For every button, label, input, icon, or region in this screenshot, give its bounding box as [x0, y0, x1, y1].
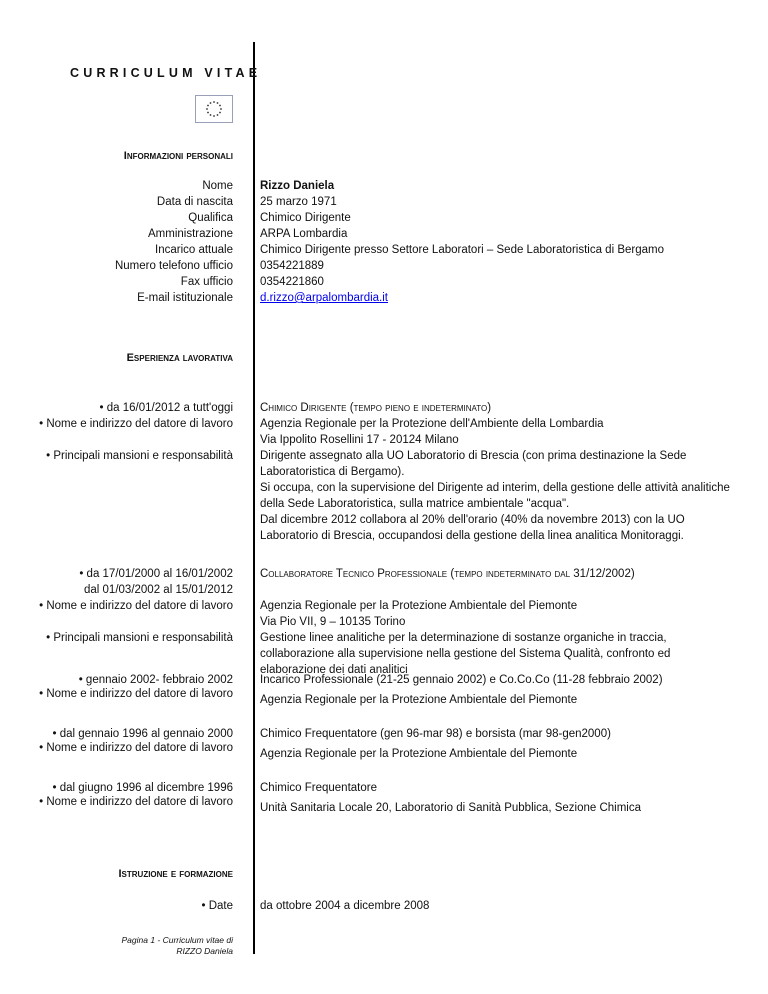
value-email	[260, 290, 730, 306]
value-fax: 0354221860	[260, 276, 324, 288]
label-amministrazione: Amministrazione	[148, 228, 233, 240]
exp2-role-date: 31/12/2002)	[573, 568, 635, 580]
exp1-employer: Agenzia Regionale per la Protezione dell'Ambiente della Lombardia	[260, 418, 604, 430]
value-phone: 0354221889	[260, 260, 324, 272]
label-birth: Data di nascita	[156, 196, 233, 208]
section-personal-info: Informazioni personali	[123, 150, 233, 162]
page-footer	[83, 935, 233, 957]
exp4-date: • dal gennaio 1996 al gennaio 2000	[52, 728, 233, 740]
value-birth: 25 marzo 1971	[260, 196, 337, 208]
value-incarico: Chimico Dirigente presso Settore Laboratori – Sede Laboratoristica di Bergamo	[260, 244, 664, 256]
exp1-duties-label: • Principali mansioni e responsabilità	[46, 450, 233, 462]
exp4-employer: Agenzia Regionale per la Protezione Ambientale del Piemonte	[260, 748, 578, 760]
exp1-duty-3: Dal dicembre 2012 collabora al 20% dell'orario (40% da novembre 2013) con la UO Laboratorio di Brescia, occupandosi della gestione della linea analitica Monitoraggi.	[260, 514, 685, 542]
label-name: Nome	[202, 180, 233, 192]
section-education: Istruzione e formazione	[118, 868, 233, 880]
exp2-role: Collaboratore Tecnico Professionale	[260, 568, 448, 580]
edu-date-label: • Date	[201, 900, 233, 912]
column-divider	[253, 42, 255, 954]
exp5-date: • dal giugno 1996 al dicembre 1996	[52, 782, 233, 794]
exp3-role: Incarico Professionale (21-25 gennaio 2002) e Co.Co.Co (11-28 febbraio 2002)	[260, 674, 663, 686]
eu-flag-logo	[195, 95, 233, 123]
exp1-date: • da 16/01/2012 a tutt'oggi	[99, 402, 233, 414]
label-phone: Numero telefono ufficio	[114, 260, 233, 272]
exp1-role-note: (tempo pieno e indeterminato)	[349, 402, 492, 414]
email-link[interactable]: d.rizzo@arpalombardia.it	[260, 292, 389, 304]
exp1-employer-label: • Nome e indirizzo del datore di lavoro	[39, 418, 233, 430]
label-qualifica: Qualifica	[188, 212, 233, 224]
exp2-duties-label: • Principali mansioni e responsabilità	[46, 632, 233, 644]
exp1-duties	[260, 448, 730, 544]
exp5-employer-label: • Nome e indirizzo del datore di lavoro	[39, 796, 233, 808]
exp4-role: Chimico Frequentatore (gen 96-mar 98) e borsista (mar 98-gen2000)	[260, 728, 611, 740]
exp2-address: Via Pio VII, 9 – 10135 Torino	[260, 616, 406, 628]
exp3-employer: Agenzia Regionale per la Protezione Ambientale del Piemonte	[260, 694, 578, 706]
exp3-date: • gennaio 2002- febbraio 2002	[78, 674, 233, 686]
exp4-employer-label: • Nome e indirizzo del datore di lavoro	[39, 742, 233, 754]
exp1-duty-2: Si occupa, con la supervisione del Dirigente ad interim, della gestione delle attività analitiche della Sede Laboratoristica, sulla matrice ambientale "acqua".	[260, 482, 730, 510]
exp2-role-line	[260, 566, 730, 582]
exp1-role-line	[260, 400, 730, 416]
exp5-employer: Unità Sanitaria Locale 20, Laboratorio di Sanità Pubblica, Sezione Chimica	[260, 802, 642, 814]
exp2-date-1: • da 17/01/2000 al 16/01/2002	[79, 568, 233, 580]
exp1-duty-1: Dirigente assegnato alla UO Laboratorio di Brescia (con prima destinazione la Sede Laboratoristica di Bergamo).	[260, 450, 687, 478]
exp2-role-note: (tempo indeterminato dal	[450, 568, 571, 580]
exp2-date-2: dal 01/03/2002 al 15/01/2012	[84, 584, 233, 596]
label-email: E-mail istituzionale	[137, 292, 233, 304]
exp1-role: Chimico Dirigente	[260, 402, 347, 414]
footer-line-1: Pagina 1 - Curriculum vitae di	[121, 935, 233, 945]
eu-stars-icon	[196, 96, 232, 122]
value-name	[260, 178, 730, 194]
exp3-employer-label: • Nome e indirizzo del datore di lavoro	[39, 688, 233, 700]
section-work-experience: Esperienza lavorativa	[126, 352, 233, 364]
exp1-address: Via Ippolito Rosellini 17 - 20124 Milano	[260, 434, 459, 446]
value-amministrazione: ARPA Lombardia	[260, 228, 348, 240]
value-qualifica: Chimico Dirigente	[260, 212, 351, 224]
cv-title: CURRICULUM VITAE	[70, 66, 262, 80]
edu-date: da ottobre 2004 a dicembre 2008	[260, 900, 430, 912]
person-name: Rizzo Daniela	[260, 180, 335, 192]
footer-line-2: RIZZO Daniela	[176, 946, 233, 956]
exp5-role: Chimico Frequentatore	[260, 782, 377, 794]
exp2-employer-label: • Nome e indirizzo del datore di lavoro	[39, 600, 233, 612]
exp2-employer: Agenzia Regionale per la Protezione Ambientale del Piemonte	[260, 600, 578, 612]
label-fax: Fax ufficio	[180, 276, 233, 288]
label-incarico: Incarico attuale	[155, 244, 233, 256]
exp2-duties: Gestione linee analitiche per la determinazione di sostanze organiche in traccia, collaborazione alla supervisione nella gestione del Sistema Qualità, confronto ed elaborazione dei dati analitici	[260, 632, 671, 676]
